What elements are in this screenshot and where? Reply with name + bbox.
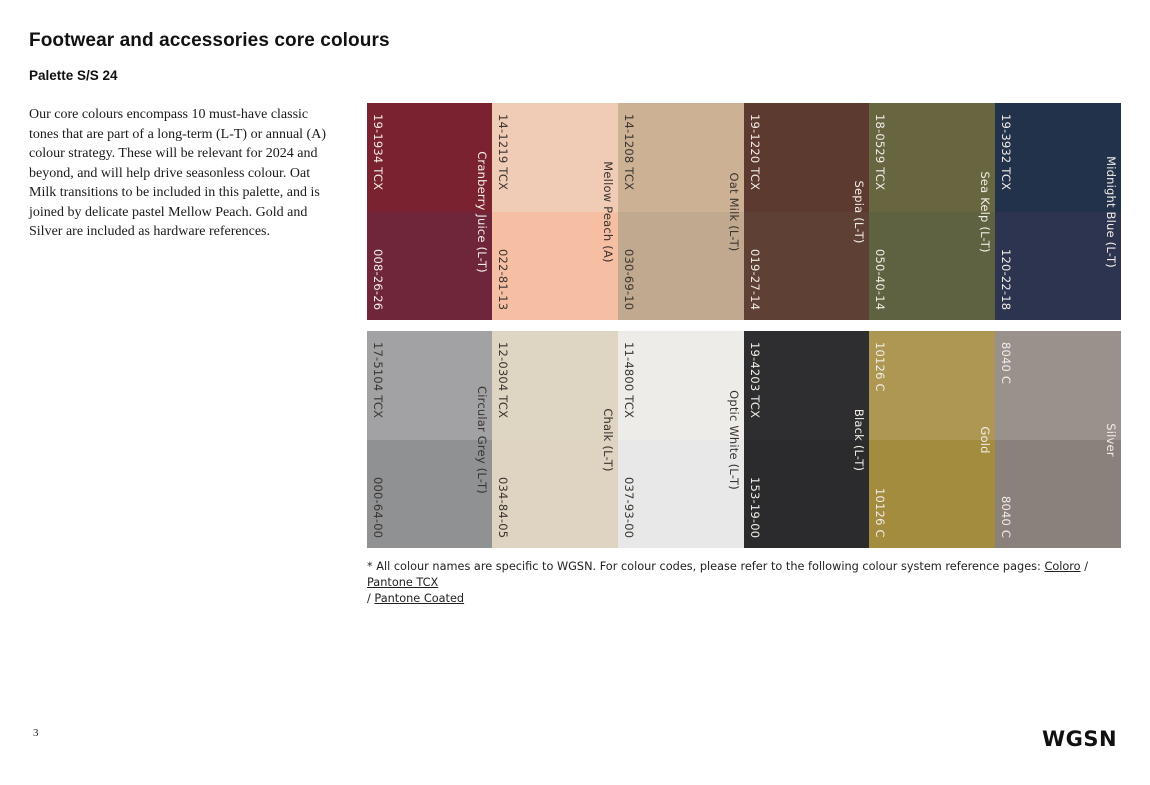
swatch-sepia [744, 103, 869, 320]
swatch-code-bottom: 008-26-26 [371, 248, 385, 310]
swatch-colour-name: Oat Milk (L-T) [727, 172, 741, 251]
swatch-bottom-color [995, 212, 1121, 321]
swatch-code-top: 19-1220 TCX [748, 114, 762, 191]
swatch-code-bottom: 050-40-14 [873, 248, 887, 310]
swatch-bottom-color [869, 212, 995, 321]
footnote-separator: / [1084, 560, 1089, 573]
swatch-bottom-color [744, 440, 869, 549]
swatch-code-top: 17-5104 TCX [371, 342, 385, 419]
swatch-code-top: 19-4203 TCX [748, 342, 762, 419]
swatch-mellow-peach [492, 103, 618, 320]
swatch-colour-name: Silver [1104, 422, 1118, 457]
pantone-tcx-link[interactable]: Pantone TCX [367, 576, 439, 589]
swatch-chalk [492, 331, 618, 548]
swatch-top-color [869, 331, 995, 440]
swatch-top-color [618, 103, 744, 212]
swatch-top-color [492, 103, 618, 212]
footnote-text: * All colour names are specific to WGSN. For colour codes, please refer to the following colour system reference pages: [367, 560, 1041, 573]
swatch-bottom-color [618, 440, 744, 549]
page-title: Footwear and accessories core colours [29, 30, 390, 51]
swatch-silver [995, 331, 1121, 548]
swatch-colour-name: Optic White (L-T) [727, 389, 741, 490]
swatch-code-bottom: 030-69-10 [622, 248, 636, 310]
swatch-colour-name: Chalk (L-T) [601, 407, 615, 472]
swatch-bottom-color [367, 440, 492, 549]
swatch-optic-white [618, 331, 744, 548]
swatch-colour-name: Midnight Blue (L-T) [1104, 155, 1118, 268]
swatch-top-color [618, 331, 744, 440]
swatch-code-bottom: 034-84-05 [496, 476, 510, 538]
swatch-code-bottom: 019-27-14 [748, 248, 762, 310]
footnote [367, 559, 1127, 607]
swatch-sea-kelp [869, 103, 995, 320]
swatch-oat-milk [618, 103, 744, 320]
swatch-code-top: 12-0304 TCX [496, 342, 510, 419]
palette-row-1 [367, 103, 1121, 320]
coloro-link[interactable]: Coloro [1044, 560, 1081, 573]
swatch-code-bottom: 10126 C [873, 488, 887, 538]
swatch-bottom-color [995, 440, 1121, 549]
swatch-bottom-color [492, 212, 618, 321]
swatch-bottom-color [869, 440, 995, 549]
swatch-colour-name: Circular Grey (L-T) [475, 385, 489, 494]
swatch-top-color [995, 103, 1121, 212]
swatch-code-top: 14-1208 TCX [622, 114, 636, 191]
pantone-coated-link[interactable]: Pantone Coated [374, 592, 465, 605]
swatch-code-top: 19-3932 TCX [999, 114, 1013, 191]
intro-paragraph: Our core colours encompass 10 must-have classic tones that are part of a long-term (L-T) or annual (A) colour strategy. These will be relevant for 2024 and beyond, and will help drive seasonless colour. Oat Milk transitions to be included in this palette, and is joined by delicate pastel Mellow Peach. Gold and Silver are included as hardware references. [29, 107, 326, 239]
swatch-top-color [492, 331, 618, 440]
swatch-code-bottom: 120-22-18 [999, 248, 1013, 310]
swatch-colour-name: Cranberry Juice (L-T) [475, 150, 489, 273]
swatch-bottom-color [618, 212, 744, 321]
swatch-top-color [869, 103, 995, 212]
swatch-colour-name: Sea Kelp (L-T) [978, 170, 992, 253]
swatch-code-bottom: 037-93-00 [622, 476, 636, 538]
palette-row-2 [367, 331, 1121, 548]
swatch-top-color [744, 331, 869, 440]
swatch-colour-name: Mellow Peach (A) [601, 160, 615, 263]
swatch-colour-name: Sepia (L-T) [852, 179, 866, 244]
page-number: 3 [33, 727, 39, 739]
swatch-code-top: 19-1934 TCX [371, 114, 385, 191]
footnote-separator: / [367, 592, 371, 605]
swatch-bottom-color [744, 212, 869, 321]
swatch-black [744, 331, 869, 548]
swatch-code-top: 18-0529 TCX [873, 114, 887, 191]
swatch-bottom-color [492, 440, 618, 549]
swatch-code-bottom: 153-19-00 [748, 476, 762, 538]
swatch-code-bottom: 022-81-13 [496, 248, 510, 310]
swatch-code-bottom: 8040 C [999, 495, 1013, 538]
swatch-code-top: 8040 C [999, 342, 1013, 385]
swatch-top-color [995, 331, 1121, 440]
swatch-gold [869, 331, 995, 548]
swatch-code-top: 14-1219 TCX [496, 114, 510, 191]
swatch-midnight-blue [995, 103, 1121, 320]
swatch-top-color [367, 331, 492, 440]
swatch-top-color [744, 103, 869, 212]
palette-subtitle: Palette S/S 24 [29, 68, 118, 83]
swatch-circular-grey [367, 331, 492, 548]
swatch-code-bottom: 000-64-00 [371, 476, 385, 538]
swatch-colour-name: Black (L-T) [852, 408, 866, 471]
swatch-cranberry-juice [367, 103, 492, 320]
swatch-code-top: 10126 C [873, 342, 887, 392]
wgsn-logo: WGSN [1042, 727, 1118, 751]
swatch-code-top: 11-4800 TCX [622, 342, 636, 419]
swatch-colour-name: Gold [978, 425, 992, 454]
swatch-bottom-color [367, 212, 492, 321]
swatch-top-color [367, 103, 492, 212]
